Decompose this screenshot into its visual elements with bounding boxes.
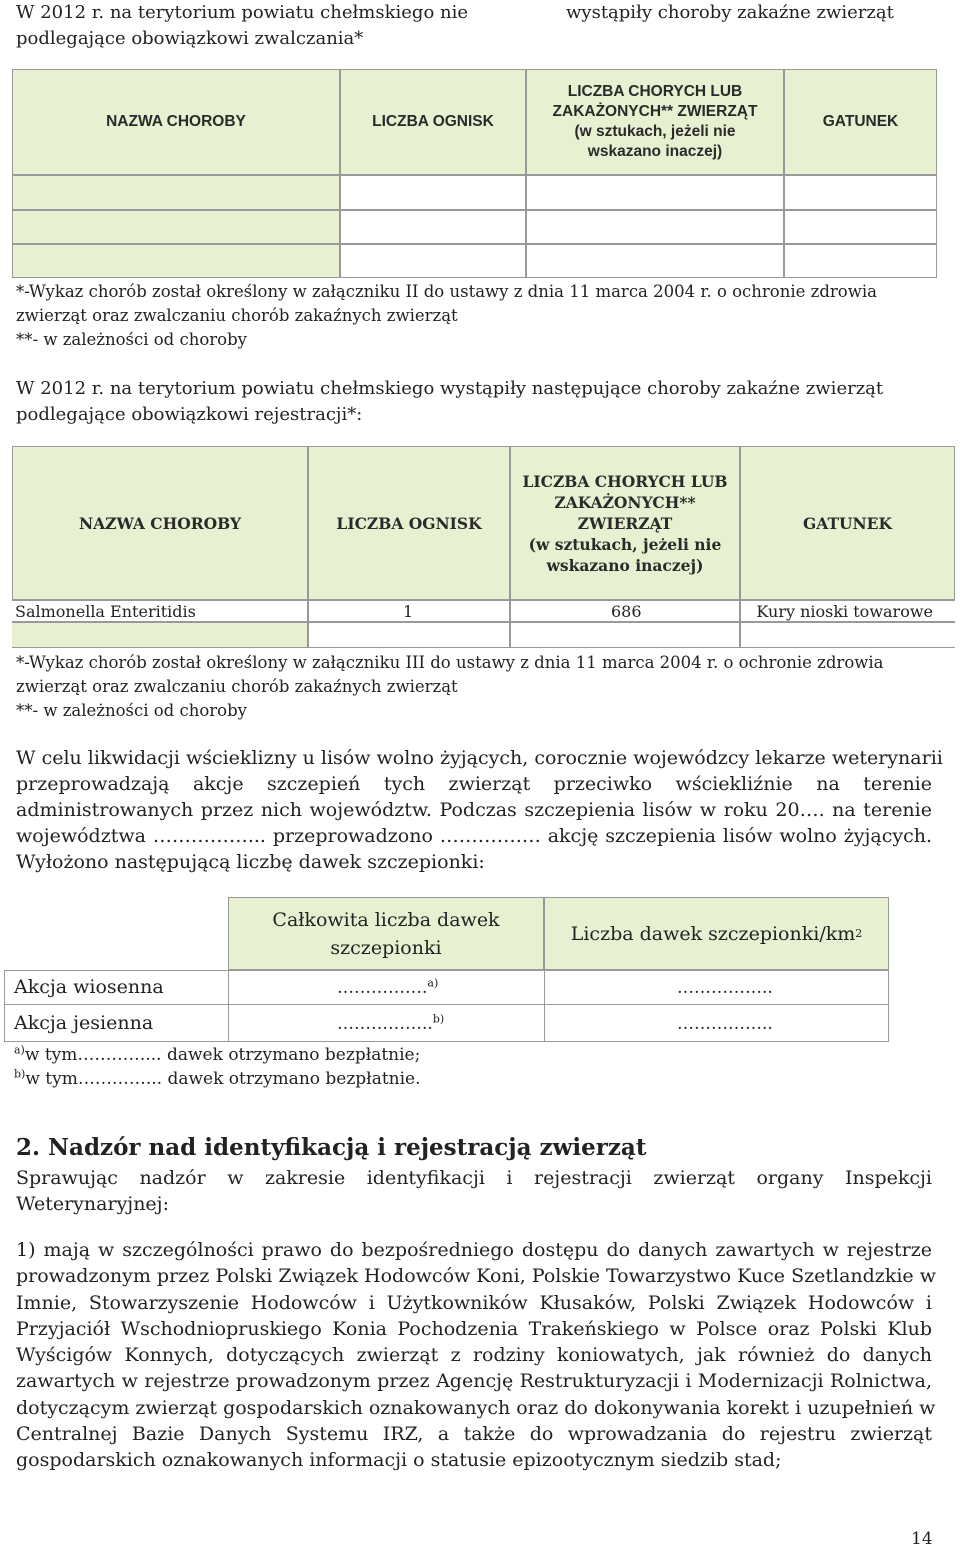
section-2-point-1 (16, 1237, 936, 1474)
rabies-line5: Wyłożono następującą liczbę dawek szczepionki: (16, 851, 485, 873)
t2-row-count: 686 (510, 600, 740, 622)
t2-header-count-l1: LICZBA CHORYCH LUB (522, 471, 728, 491)
notes2-line2: zwierząt oraz zwalczaniu chorób zakaźnych zwierząt (16, 677, 458, 696)
vac-row1-total-value: ……………. (337, 978, 428, 998)
t2-header-outbreaks: LICZBA OGNISK (308, 446, 510, 600)
rabies-line1: W celu likwidacji wścieklizny u lisów wolno żyjących, corocznie wojewódzcy lekarze weterynarii (16, 747, 943, 769)
s2-p1-line2: prowadzonym przez Polski Związek Hodowców Koni, Polskie Towarzystwo Kuce Szetlandzkie w (16, 1265, 936, 1288)
t1-header-disease: NAZWA CHOROBY (12, 69, 340, 175)
t1-header-outbreaks: LICZBA OGNISK (340, 69, 526, 175)
vac-rule-3 (4, 1041, 889, 1042)
vac-footnote-a-text: w tym…………... dawek otrzymano bezpłatnie; (24, 1045, 421, 1065)
s2-p1-line3: Imnie, Stowarzyszenie Hodowców i Użytkowników Kłusaków, Polski Związek Hodowców i (16, 1291, 932, 1314)
vac-vrule-1 (4, 970, 5, 1041)
t1-row1-outbreaks (340, 175, 526, 210)
t2-header-count-l4: (w sztukach, jeżeli nie (528, 534, 722, 554)
vac-header-total-l1: Całkowita liczba dawek (272, 908, 500, 931)
t2-header-count-l2: ZAKAŻONYCH** (554, 492, 696, 512)
vac-vrule-3 (544, 970, 545, 1041)
t2-header-count-l5: wskazano inaczej) (546, 555, 704, 575)
t1-row3-species (784, 244, 937, 278)
s2-p1-line7: dotyczącym zwierząt gospodarskich oznakowanych oraz do dokonywania korekt i uzupełnień w (16, 1396, 936, 1419)
rabies-paragraph (16, 745, 943, 875)
t2-header-count (510, 446, 740, 600)
s2-p1-line8: Centralnej Bazie Danych Systemu IRZ, a także do wprowadzania do rejestru zwierząt (16, 1423, 932, 1446)
vac-row1-total (337, 975, 438, 1001)
t2-header-species: GATUNEK (740, 446, 955, 600)
t1-header-count-l2: ZAKAŻONYCH** ZWIERZĄT (552, 103, 758, 120)
intro2-line1: W 2012 r. na terytorium powiatu chełmskiego wystąpiły następujące choroby zakaźne zwierząt (16, 378, 884, 399)
t1-row1-count (526, 175, 784, 210)
t1-header-count-l4: wskazano inaczej) (587, 143, 723, 160)
t1-header-count-l3: (w sztukach, jeżeli nie (574, 123, 736, 140)
section-2-intro-l1: Sprawując nadzór w zakresie identyfikacji i rejestracji zwierząt organy Inspekcji (16, 1167, 932, 1189)
vac-row2-total-value: …………….. (337, 1014, 433, 1034)
section-2-intro (16, 1165, 932, 1217)
t2-header-disease: NAZWA CHOROBY (12, 446, 308, 600)
t1-row2-disease (12, 210, 340, 244)
vac-row2-perkm: …………….. (677, 1014, 773, 1034)
s2-p1-line4: Przyjaciół Wschodniopruskiego Konia Pochodzenia Trakeńskiego w Polsce oraz Polski Klub (16, 1317, 932, 1340)
t2-empty-count (510, 622, 740, 648)
vac-rule-2 (4, 1004, 889, 1005)
vac-header-total-l2: szczepionki (330, 936, 442, 959)
vac-footnote-b-text: w tym…………... dawek otrzymano bezpłatnie. (25, 1069, 421, 1089)
vac-vrule-2 (228, 970, 229, 1041)
t1-row1-species (784, 175, 937, 210)
t1-row2-count (526, 210, 784, 244)
t2-empty-species (740, 622, 955, 648)
intro2-line2: podlegające obowiązkowi rejestracji*: (16, 404, 363, 425)
vac-row2-total-sup: b) (432, 1012, 445, 1026)
notes2-line3: **- w zależności od choroby (16, 701, 247, 720)
intro1-line1-right: wystąpiły choroby zakaźne zwierząt (566, 2, 894, 23)
t2-row-species: Kury nioski towarowe (740, 600, 955, 622)
t2-row-outbreaks: 1 (308, 600, 510, 622)
notes2-line1: *-Wykaz chorób został określony w załączniku III do ustawy z dnia 11 marca 2004 r. o ochronie zdrowia (16, 653, 884, 672)
vac-header-perkm: Liczba dawek szczepionki/km 2 (544, 897, 889, 970)
vac-row2-total (337, 1011, 444, 1037)
notes1-line2: zwierząt oraz zwalczaniu chorób zakaźnych zwierząt (16, 306, 458, 325)
section-2-title: 2. Nadzór nad identyfikacją i rejestracją zwierząt (16, 1134, 647, 1161)
t1-row2-outbreaks (340, 210, 526, 244)
rabies-line3: administrowanych przez nich województw. Podczas szczepienia lisów w roku 20…. na terenie (16, 799, 932, 821)
vac-vrule-4 (888, 970, 889, 1041)
t2-header-count-l3: ZWIERZĄT (577, 513, 673, 533)
vac-header-perkm-label: Liczba dawek szczepionki/km (570, 922, 856, 945)
vac-row1-total-sup: a) (427, 976, 439, 990)
t1-header-count (526, 69, 784, 175)
vac-footnote-a (14, 1043, 420, 1067)
vac-header-total (228, 897, 544, 970)
t1-row3-disease (12, 244, 340, 278)
t1-header-species: GATUNEK (784, 69, 937, 175)
intro1-line1-left: W 2012 r. na terytorium powiatu chełmskiego nie (16, 2, 469, 23)
t2-empty-disease (12, 622, 308, 648)
s2-p1-line9: gospodarskich oznakowanych informacji o statusie epizootycznym siedzib stad; (16, 1449, 782, 1472)
t1-row3-outbreaks (340, 244, 526, 278)
s2-p1-line6: zawartych w rejestrze prowadzonym przez Agencję Restrukturyzacji i Modernizacji Rolnictwa, (16, 1370, 932, 1393)
vac-row2-label: Akcja jesienna (14, 1012, 154, 1034)
section-2-intro-l2: Weterynaryjnej: (16, 1193, 169, 1215)
s2-p1-line1: 1) mają w szczególności prawo do bezpośredniego dostępu do danych zawartych w rejestrze (16, 1239, 932, 1261)
s2-p1-line5: Wyścigów Konnych, dotyczących zwierząt z rodziny koniowatych, jak również do danych (16, 1344, 932, 1367)
vac-footnote-b-sup: b) (14, 1067, 26, 1081)
vac-row1-label: Akcja wiosenna (14, 976, 164, 998)
t1-row1-disease (12, 175, 340, 210)
page-number: 14 (911, 1529, 933, 1549)
rabies-line2: przeprowadzają akcje szczepień tych zwierząt przeciwko wściekliźnie na terenie (16, 773, 932, 795)
t1-row3-count (526, 244, 784, 278)
t2-row-disease: Salmonella Enteritidis (12, 600, 308, 622)
notes1-line1: *-Wykaz chorób został określony w załączniku II do ustawy z dnia 11 marca 2004 r. o ochronie zdrowia (16, 282, 877, 301)
vac-rule-1 (4, 970, 889, 971)
t1-row2-species (784, 210, 937, 244)
vac-row1-perkm: …………….. (677, 978, 773, 998)
vac-footnote-a-sup: a) (14, 1043, 25, 1057)
rabies-line4: województwa ……………... przeprowadzono ………….… akcję szczepienia lisów wolno żyjących. (16, 825, 932, 847)
notes1-line3: **- w zależności od choroby (16, 330, 247, 349)
t2-empty-outbreaks (308, 622, 510, 648)
vac-footnote-b (14, 1067, 421, 1091)
t1-header-count-l1: LICZBA CHORYCH LUB (567, 83, 743, 100)
intro1-line2: podlegające obowiązkowi zwalczania* (16, 28, 364, 49)
